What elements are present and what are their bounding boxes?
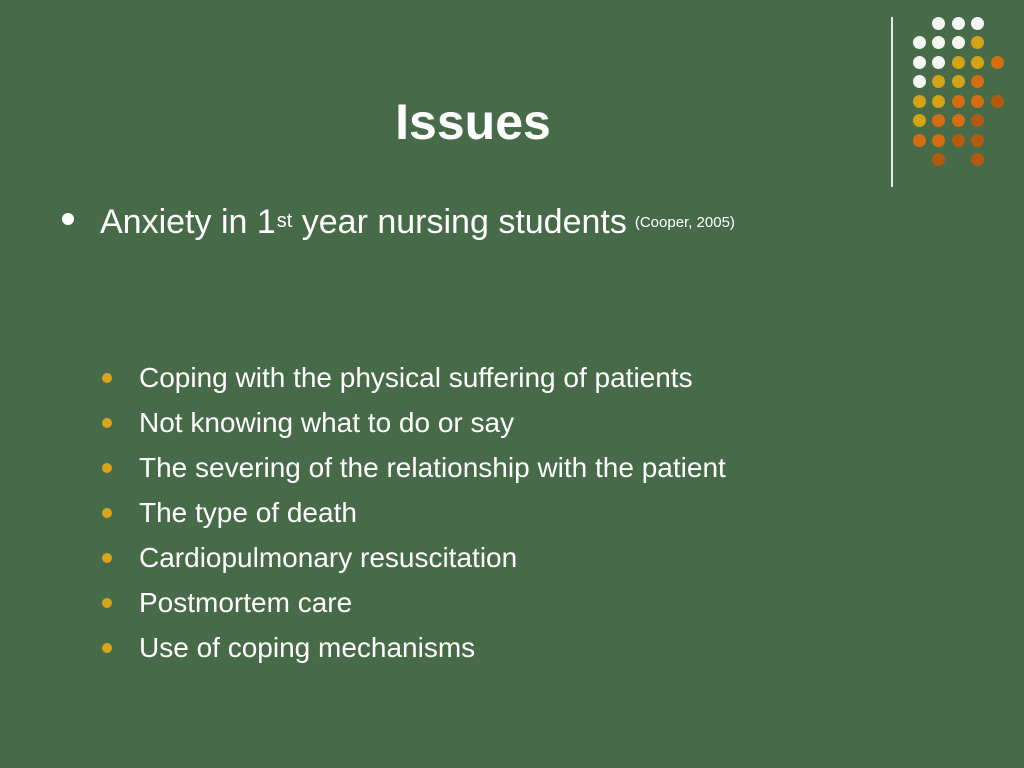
sub-bullet-item [102,535,726,580]
decorative-dot [971,134,984,147]
sub-bullet-item [102,400,726,445]
sub-bullet-icon [102,598,112,608]
sub-bullet-text: Use of coping mechanisms [139,631,476,663]
sub-bullet-text: Coping with the physical suffering of patients [139,361,693,393]
decorative-dot [971,56,984,69]
sub-bullet-item [102,490,726,535]
decorative-dot [932,36,945,49]
decorative-dot [971,114,984,127]
decorative-dot [952,36,965,49]
decorative-dot [952,134,965,147]
decorative-dot [952,17,965,30]
sub-bullet-item [102,625,726,670]
decorative-dot [932,75,945,88]
decorative-dot [952,56,965,69]
sub-bullet-text: Postmortem care [139,586,353,618]
decorative-dot [913,36,926,49]
main-bullet-superscript: st [276,210,293,232]
sub-bullet-icon [102,373,112,383]
sub-bullet-item [102,445,726,490]
main-bullet-citation: (Cooper, 2005) [634,214,735,231]
sub-bullet-item [102,355,726,400]
decorative-dot [932,17,945,30]
sub-bullet-text: The severing of the relationship with the patient [139,451,726,483]
sub-bullet-list [102,355,726,670]
sub-bullet-icon [102,508,112,518]
decorative-dot [932,153,945,166]
decorative-dot [991,56,1004,69]
decorative-dot [971,17,984,30]
decorative-dot [971,75,984,88]
main-bullet [62,200,735,251]
decorative-dot [952,114,965,127]
sub-bullet-icon [102,643,112,653]
sub-bullet-text: Cardiopulmonary resuscitation [139,541,518,573]
decorative-dot [952,75,965,88]
decorative-dot [913,56,926,69]
decorative-dot [913,75,926,88]
decorative-dot [971,153,984,166]
decorative-dot [971,36,984,49]
decorative-dot [971,95,984,108]
sub-bullet-icon [102,418,112,428]
bullet-icon [62,213,74,225]
sub-bullet-text: The type of death [139,496,357,528]
main-bullet-text-before: Anxiety in 1 [100,203,276,241]
sub-bullet-item [102,580,726,625]
sub-bullet-text: Not knowing what to do or say [139,406,515,438]
decorative-dot [932,56,945,69]
decorative-dot [991,95,1004,108]
main-bullet-text-after: year nursing students [292,203,627,241]
slide-title: Issues [395,94,551,150]
sub-bullet-icon [102,553,112,563]
decorative-dot [952,95,965,108]
sub-bullet-icon [102,463,112,473]
